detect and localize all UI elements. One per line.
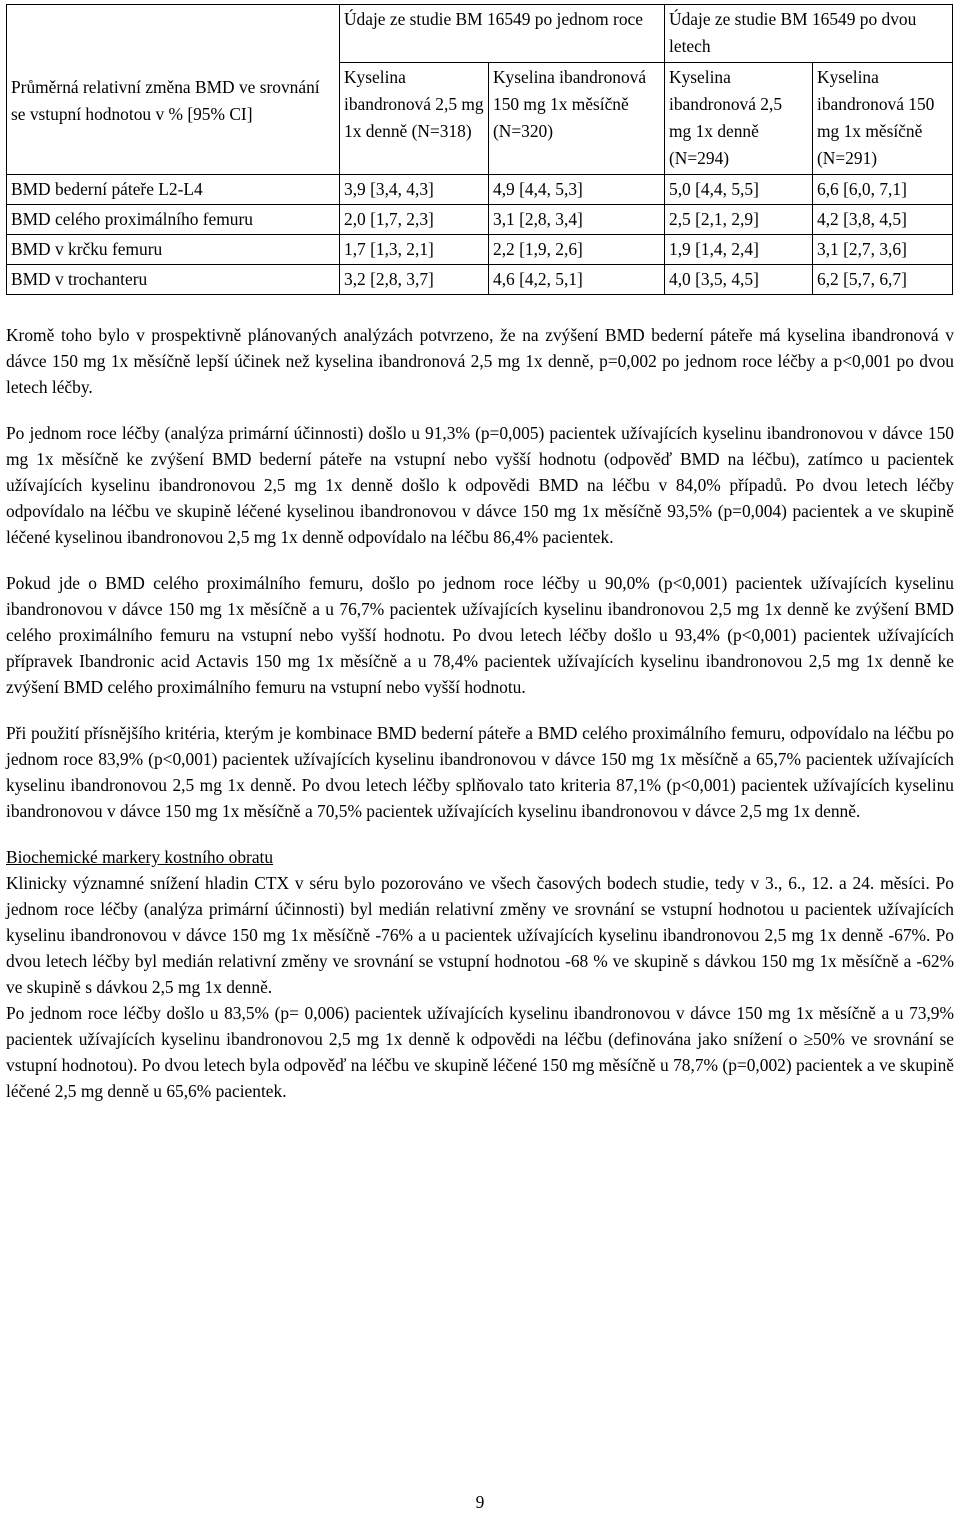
table-cell: 3,1 [2,8, 3,4] xyxy=(489,205,665,235)
table-cell: 4,0 [3,5, 4,5] xyxy=(665,265,813,295)
row-label: BMD v trochanteru xyxy=(7,265,340,295)
column-header: Kyselina ibandronová 2,5 mg 1x denně (N=318) xyxy=(340,63,489,175)
column-header: Kyselina ibandronová 150 mg 1x měsíčně (N=320) xyxy=(489,63,665,175)
table-cell: 2,0 [1,7, 2,3] xyxy=(340,205,489,235)
table-cell: 3,1 [2,7, 3,6] xyxy=(813,235,953,265)
table-cell: 1,9 [1,4, 2,4] xyxy=(665,235,813,265)
paragraph-lumbar-response: Po jednom roce léčby (analýza primární účinnosti) došlo u 91,3% (p=0,005) pacientek užívajících kyselinu ibandronovou v dávce 150 mg 1x měsíčně ke zvýšení BMD bederní páteře na vstupní nebo vyšší hodnotu (odpověď BMD na léčbu), zatímco u pacientek užívajících kyselinu ibandronovou 2,5 mg 1x denně došlo k odpovědi BMD na léčbu v 84,0% případů. Po dvou letech léčby odpovídalo na léčbu ve skupině léčené kyselinou ibandronovou v dávce 150 mg 1x měsíčně 93,5% (p=0,004) pacientek a ve skupině léčené kyselinou ibandronovou 2,5 mg 1x denně odpovídalo na léčbu 86,4% pacientek. xyxy=(6,423,954,547)
table-header-label: Průměrná relativní změna BMD ve srovnání se vstupní hodnotou v % [95% CI] xyxy=(7,5,340,175)
paragraph-ctx-reduction: Klinicky významné snížení hladin CTX v séru bylo pozorováno ve všech časových bodech studie, tedy v 3., 6., 12. a 24. měsíci. Po jednom roce léčby (analýza primární účinnosti) byl medián relativní změny ve srovnání se vstupní hodnotou u pacientek užívajících kyselinu ibandronovou v dávce 150 mg 1x měsíčně -76% a u pacientek užívajících kyselinu ibandronovou 2,5 mg 1x denně -67%. Po dvou letech léčby byl medián relativní změny ve srovnání se vstupní hodnotou -68 % ve skupině s dávkou 150 mg 1x měsíčně a -62% ve skupině s dávkou 2,5 mg 1x denně. xyxy=(6,873,954,997)
table-row xyxy=(7,265,953,295)
table-cell: 6,6 [6,0, 7,1] xyxy=(813,175,953,205)
table-row xyxy=(7,205,953,235)
table-cell: 1,7 [1,3, 2,1] xyxy=(340,235,489,265)
paragraph-lumbar-superiority: Kromě toho bylo v prospektivně plánovaných analýzách potvrzeno, že na zvýšení BMD bederní páteře má kyselina ibandronová v dávce 150 mg 1x měsíčně lepší účinek než kyselina ibandronová 2,5 mg 1x denně, p=0,002 po jednom roce léčby a p<0,001 po dvou letech léčby. xyxy=(6,325,954,397)
table-cell: 3,2 [2,8, 3,7] xyxy=(340,265,489,295)
paragraph-combined-criterion: Při použití přísnějšího kritéria, kterým je kombinace BMD bederní páteře a BMD celého proximálního femuru, odpovídalo na léčbu po jednom roce 83,9% (p<0,001) pacientek užívajících kyselinu ibandronovou v dávce 150 mg 1x měsíčně a 65,7% pacientek užívajících kyselinu ibandronovou 2,5 mg 1x denně. Po dvou letech léčby splňovalo tato kriteria 87,1% (p<0,001) pacientek užívajících kyselinu ibandronovou v dávce 150 mg 1x měsíčně a 70,5% pacientek užívajících kyselinu ibandronovou v dávce 2,5 mg 1x denně. xyxy=(6,723,954,821)
table-cell: 2,5 [2,1, 2,9] xyxy=(665,205,813,235)
paragraph-femur-response: Pokud jde o BMD celého proximálního femuru, došlo po jednom roce léčby u 90,0% (p<0,001) pacientek užívajících kyselinu ibandronovou v dávce 150 mg 1x měsíčně a u 76,7% pacientek užívajících kyselinu ibandronovou 2,5 mg 1x denně ke zvýšení BMD celého proximálního femuru na vstupní nebo vyšší hodnotu. Po dvou letech léčby došlo u 93,4% (p<0,001) pacientek užívajících přípravek Ibandronic acid Actavis 150 mg 1x měsíčně a u 78,4% pacientek užívajících kyselinu ibandronovou 2,5 mg 1x denně ke zvýšení BMD celého proximálního femuru na vstupní nebo vyšší hodnotu. xyxy=(6,573,954,697)
page-number: 9 xyxy=(475,1492,485,1512)
bmd-results-table xyxy=(6,4,953,295)
table-cell: 2,2 [1,9, 2,6] xyxy=(489,235,665,265)
table-row xyxy=(7,235,953,265)
group-header-one-year: Údaje ze studie BM 16549 po jednom roce xyxy=(340,5,665,63)
paragraph-ctx-response: Po jednom roce léčby došlo u 83,5% (p= 0,006) pacientek užívajících kyselinu ibandronovou v dávce 150 mg 1x měsíčně a u 73,9% pacientek užívajících kyselinu ibandronovou 2,5 mg 1x denně k odpovědi na léčbu (definována jako snížení o ≥50% ve srovnání se vstupní hodnotou). Po dvou letech byla odpověď na léčbu ve skupině léčené 150 mg měsíčně u 78,7% (p=0,002) pacientek a ve skupině léčené 2,5 mg denně u 65,6% pacientek. xyxy=(6,1003,954,1101)
group-header-two-years: Údaje ze studie BM 16549 po dvou letech xyxy=(665,5,953,63)
table-cell: 4,2 [3,8, 4,5] xyxy=(813,205,953,235)
table-cell: 4,6 [4,2, 5,1] xyxy=(489,265,665,295)
document-page xyxy=(6,4,954,1104)
row-label: BMD v krčku femuru xyxy=(7,235,340,265)
column-header: Kyselina ibandronová 150 mg 1x měsíčně (N=291) xyxy=(813,63,953,175)
row-label: BMD celého proximálního femuru xyxy=(7,205,340,235)
table-cell: 6,2 [5,7, 6,7] xyxy=(813,265,953,295)
table-row xyxy=(7,175,953,205)
table-cell: 4,9 [4,4, 5,3] xyxy=(489,175,665,205)
row-label: BMD bederní páteře L2-L4 xyxy=(7,175,340,205)
section-heading: Biochemické markery kostního obratu xyxy=(6,847,274,867)
table-cell: 5,0 [4,4, 5,5] xyxy=(665,175,813,205)
table-cell: 3,9 [3,4, 4,3] xyxy=(340,175,489,205)
column-header: Kyselina ibandronová 2,5 mg 1x denně (N=294) xyxy=(665,63,813,175)
table-group-header-row xyxy=(7,5,953,63)
